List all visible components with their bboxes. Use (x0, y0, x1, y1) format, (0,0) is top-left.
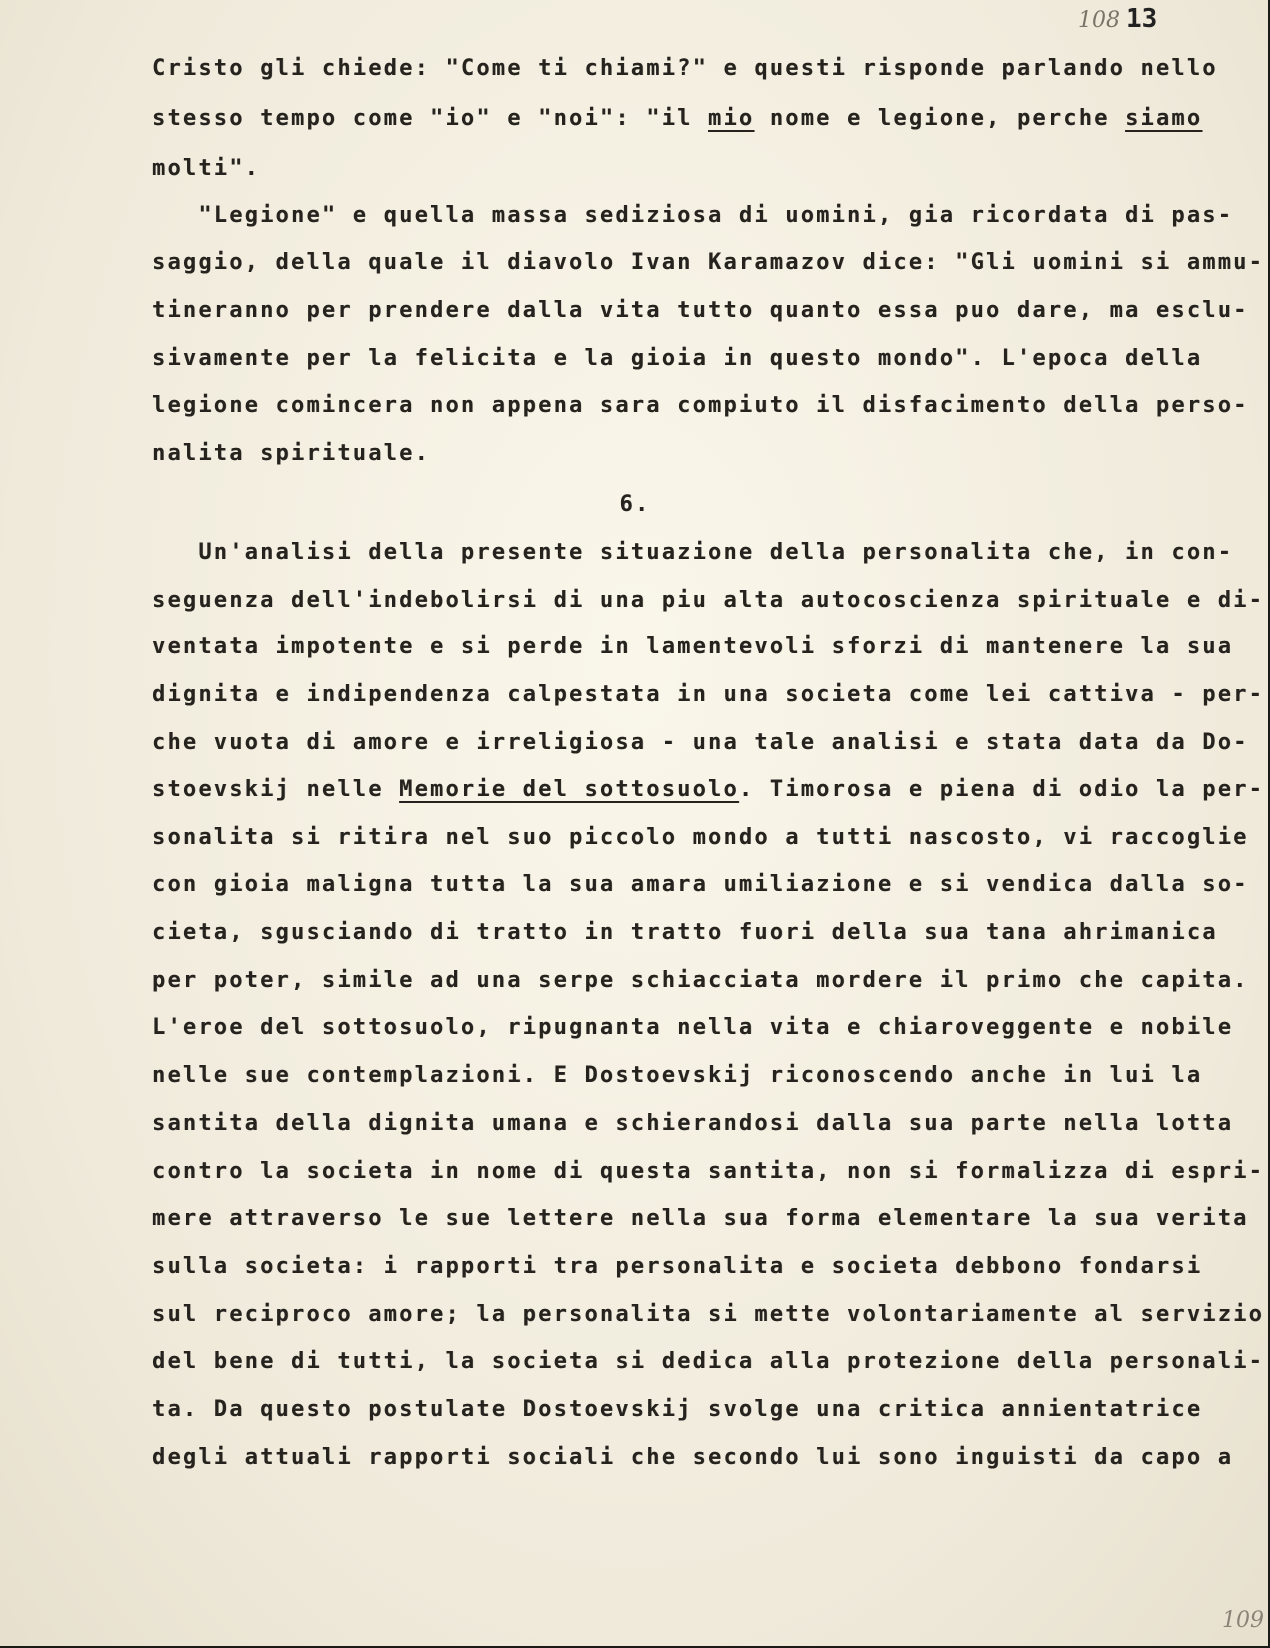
line-text: per poter, simile ad una serpe schiacciata mordere il primo che capita. (152, 968, 1249, 993)
text-line (152, 56, 1232, 81)
line-text: sul reciproco amore; la personalita si mette volontariamente al servizio (152, 1302, 1265, 1327)
text-line (152, 156, 1232, 181)
line-text: mere attraverso le sue lettere nella sua forma elementare la sua verita (152, 1206, 1249, 1231)
line-text: degli attuali rapporti sociali che secondo lui sono inguisti da capo a (152, 1445, 1234, 1470)
line-text: contro la societa in nome di questa santita, non si formalizza di espri- (152, 1159, 1265, 1184)
line-text: sonalita si ritira nel suo piccolo mondo a tutti nascosto, vi raccoglie (152, 825, 1249, 850)
pencil-page-number: 108 (1078, 8, 1120, 33)
text-line (152, 825, 1249, 850)
line-text: seguenza dell'indebolirsi di una piu alta autocoscienza spirituale e di- (152, 588, 1265, 613)
text-line (152, 1111, 1232, 1136)
text-line (152, 203, 1232, 228)
text-line (152, 872, 1249, 897)
line-text: molti". (152, 156, 261, 181)
text-line (152, 777, 1265, 802)
text-line (152, 1206, 1249, 1231)
text-line (152, 1159, 1265, 1184)
line-text: nelle sue contemplazioni. E Dostoevskij riconoscendo anche in lui la (152, 1063, 1203, 1088)
line-text: "Legione" e quella massa sediziosa di uomini, gia ricordata di pas- (152, 203, 1234, 228)
line-text: ta. Da questo postulate Dostoevskij svolge una critica annientatrice (152, 1397, 1203, 1422)
section-number (0, 492, 1268, 517)
line-text: nalita spirituale. (152, 441, 431, 466)
text-line (152, 346, 1232, 371)
text-line (152, 588, 1265, 613)
line-text: nome e legione, perche (754, 106, 1126, 131)
text-line (152, 393, 1249, 418)
text-line (152, 298, 1249, 323)
section-number-text: 6. (619, 492, 651, 517)
line-text: saggio, della quale il diavolo Ivan Karamazov dice: "Gli uomini si ammu- (152, 250, 1265, 275)
typed-page-number: 13 (1126, 4, 1158, 34)
line-text: sulla societa: i rapporti tra personalita e societa debbono fondarsi (152, 1254, 1203, 1279)
text-line (152, 540, 1232, 565)
line-text: stoevskij nelle (152, 777, 400, 802)
underlined-word-siamo: siamo (1125, 106, 1203, 131)
line-text: L'eroe del sottosuolo, ripugnanta nella vita e chiaroveggente e nobile (152, 1015, 1234, 1040)
line-text: che vuota di amore e irreligiosa - una tale analisi e stata data da Do- (152, 730, 1249, 755)
line-text: Cristo gli chiede: "Come ti chiami?" e questi risponde parlando nello (152, 56, 1218, 81)
text-line (152, 1397, 1232, 1422)
text-line (152, 1349, 1265, 1374)
line-text: dignita e indipendenza calpestata in una societa come lei cattiva - per- (152, 682, 1265, 707)
text-line (152, 1254, 1232, 1279)
text-line (152, 1063, 1232, 1088)
text-line (152, 968, 1249, 993)
text-line (152, 1445, 1232, 1470)
line-text: legione comincera non appena sara compiuto il disfacimento della perso- (152, 393, 1249, 418)
text-line (152, 106, 1232, 131)
text-line (152, 441, 1232, 466)
line-text: del bene di tutti, la societa si dedica alla protezione della personali- (152, 1349, 1265, 1374)
text-line (152, 682, 1265, 707)
page-number-top (1078, 4, 1157, 34)
text-line (152, 1015, 1232, 1040)
underlined-word-mio: mio (708, 106, 755, 131)
text-line (152, 920, 1232, 945)
line-text: con gioia maligna tutta la sua amara umiliazione e si vendica dalla so- (152, 872, 1249, 897)
line-text: sivamente per la felicita e la gioia in questo mondo". L'epoca della (152, 346, 1203, 371)
text-line (152, 250, 1265, 275)
line-text: tineranno per prendere dalla vita tutto quanto essa puo dare, ma esclu- (152, 298, 1249, 323)
line-text: santita della dignita umana e schierandosi dalla sua parte nella lotta (152, 1111, 1234, 1136)
line-text: ventata impotente e si perde in lamentevoli sforzi di mantenere la sua (152, 634, 1234, 659)
line-text: cieta, sgusciando di tratto in tratto fuori della sua tana ahrimanica (152, 920, 1218, 945)
text-line (152, 1302, 1265, 1327)
text-line (152, 634, 1232, 659)
line-text: . Timorosa e piena di odio la per- (738, 777, 1265, 802)
underlined-title: Memorie del sottosuolo (399, 777, 739, 802)
line-text: Un'analisi della presente situazione della personalita che, in con- (152, 540, 1234, 565)
line-text: stesso tempo come "io" e "noi": "il (152, 106, 709, 131)
page-number-bottom: 109 (1222, 1608, 1264, 1633)
text-line (152, 730, 1249, 755)
